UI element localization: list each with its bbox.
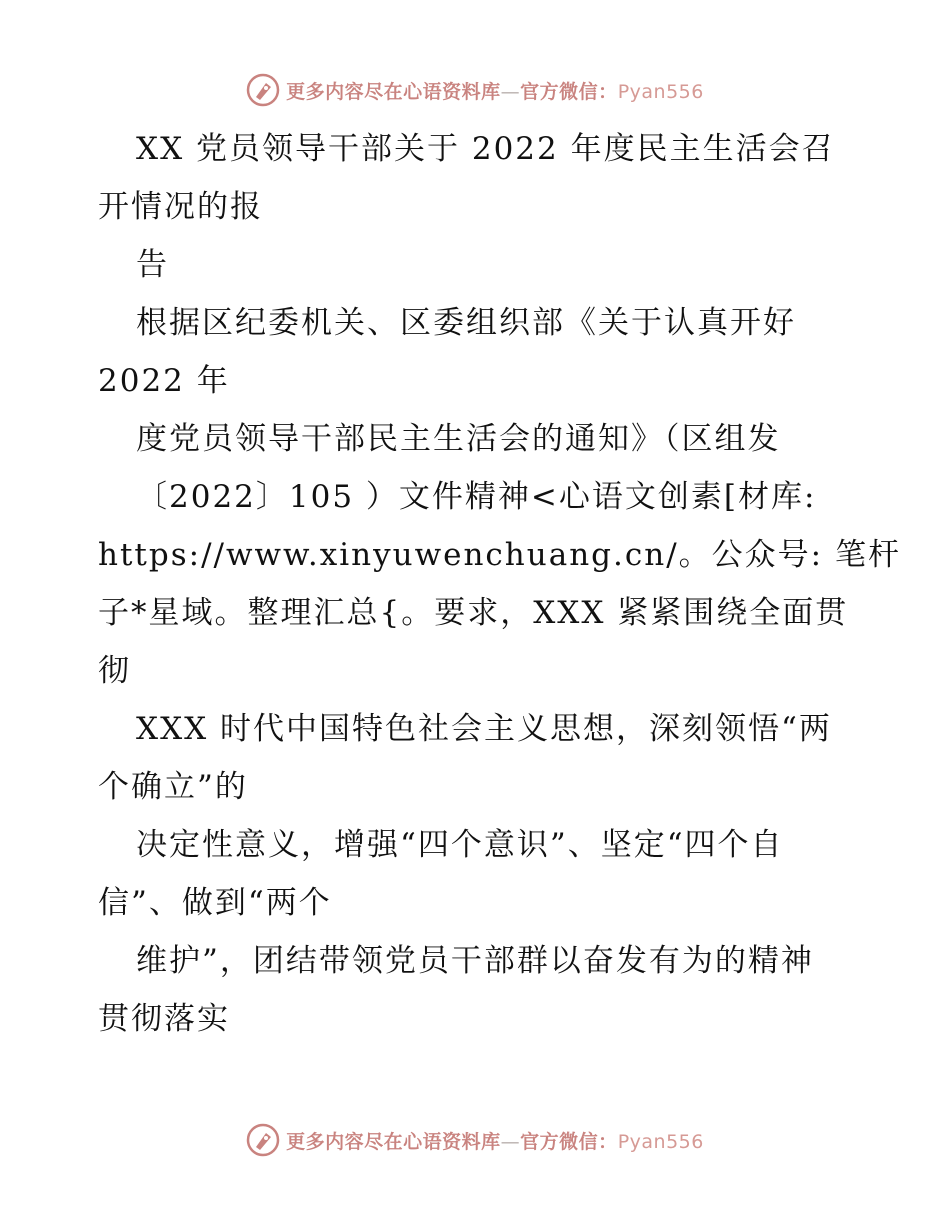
watermark-account: Pyan556 (617, 1130, 704, 1153)
pen-nib-logo-icon (246, 1123, 280, 1157)
paragraph-line: 维护”，团结带领党员干部群以奋发有为的精神 (136, 943, 814, 979)
title-line-1: XX 党员领导干部关于 2022 年度民主生活会召 (136, 131, 835, 167)
watermark-site: 更多内容尽在心语资料库 (286, 1130, 501, 1153)
header-watermark (0, 70, 950, 110)
paragraph-line: 个确立”的 (98, 769, 248, 805)
paragraph-line: XXX 时代中国特色社会主义思想，深刻领悟“两 (136, 711, 832, 747)
paragraph-line: 贯彻落实 (98, 1001, 230, 1037)
paragraph-line: https://www.xinyuwenchuang.cn/。公众号: 笔杆 (98, 537, 901, 573)
watermark-contact: 官方微信： (520, 1130, 618, 1153)
paragraph-line: 子*星域。整理汇总{。要求，XXX 紧紧围绕全面贯 (98, 595, 849, 631)
watermark-text (286, 1127, 704, 1154)
paragraph-line: 〔2022〕105 ）文件精神<心语文创素[材库: (136, 479, 817, 515)
paragraph-line: 信”、做到“两个 (98, 885, 332, 921)
title-line-3: 告 (136, 247, 169, 283)
paragraph-line: 根据区纪委机关、区委组织部《关于认真开好 (136, 305, 796, 341)
paragraph-line: 度党员领导干部民主生活会的通知》（区组发 (136, 421, 781, 457)
paragraph-line: 2022 年 (98, 363, 230, 399)
watermark-site: 更多内容尽在心语资料库 (286, 80, 501, 103)
watermark-contact: 官方微信： (520, 80, 618, 103)
watermark-separator: — (500, 80, 521, 103)
footer-watermark (0, 1120, 950, 1160)
paragraph-line: 彻 (98, 653, 131, 689)
watermark-text (286, 77, 704, 104)
title-line-2: 开情况的报 (98, 189, 263, 225)
paragraph-line: 决定性意义，增强“四个意识”、坚定“四个自 (136, 827, 784, 863)
watermark-account: Pyan556 (617, 80, 704, 103)
pen-nib-logo-icon (246, 73, 280, 107)
watermark-separator: — (500, 1130, 521, 1153)
document-body (98, 120, 901, 1048)
